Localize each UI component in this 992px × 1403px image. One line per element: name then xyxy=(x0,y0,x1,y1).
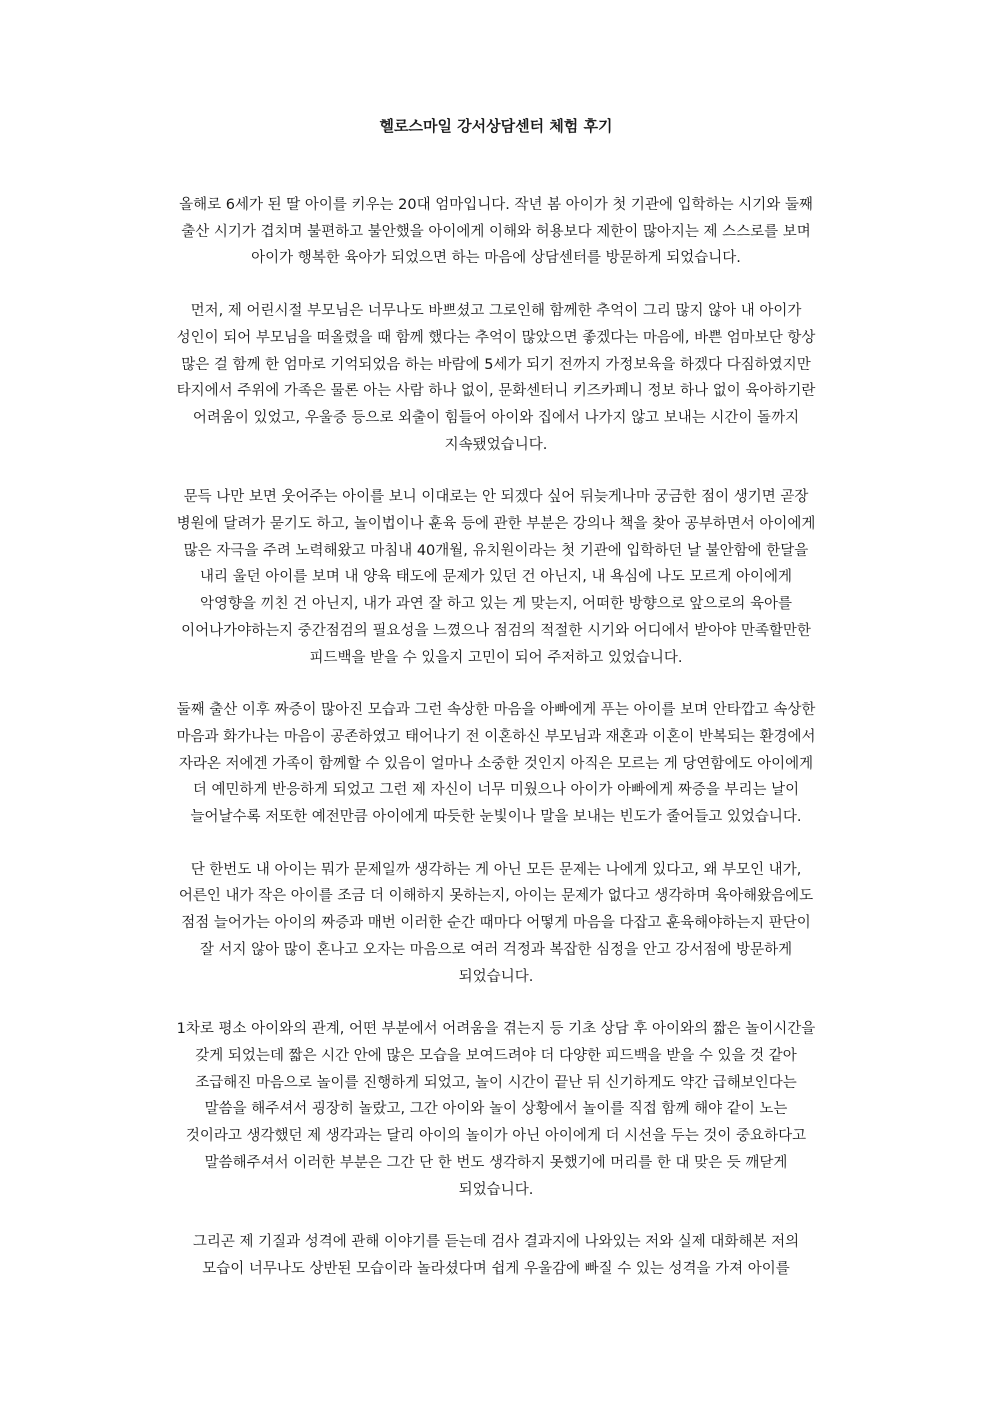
text-line: 말씀을 해주셔서 굉장히 놀랐고, 그간 아이와 놀이 상황에서 놀이를 직접 함께 해야 같이 노는 xyxy=(204,1101,788,1118)
text-line: 출산 시기가 겹치며 불편하고 불안했을 아이에게 이해와 허용보다 제한이 많아지는 제 스스로를 보며 xyxy=(181,223,811,240)
text-line: 내리 울던 아이를 보며 내 양육 태도에 문제가 있던 건 아닌지, 내 욕심에 나도 모르게 아이에게 xyxy=(199,569,792,586)
text-line: 어려움이 있었고, 우울증 등으로 외출이 힘들어 아이와 집에서 나가지 않고 보내는 시간이 돌까지 xyxy=(192,409,800,426)
text-line: 조급해진 마음으로 놀이를 진행하게 되었고, 놀이 시간이 끝난 뒤 신기하게도 약간 급해보인다는 xyxy=(195,1074,797,1091)
text-line: 되었습니다. xyxy=(458,968,534,985)
text-line: 문득 나만 보면 웃어주는 아이를 보니 이대로는 안 되겠다 싶어 뒤늦게나마 궁금한 점이 생기면 곧장 xyxy=(183,489,809,506)
text-line: 1차로 평소 아이와의 관계, 어떤 부분에서 어려움을 겪는지 등 기초 상담 후 아이와의 짧은 놀이시간을 xyxy=(176,1021,816,1038)
text-line: 마음과 화가나는 마음이 공존하였고 태어나기 전 이혼하신 부모님과 재혼과 이혼이 반복되는 환경에서 xyxy=(176,728,816,745)
paragraph-6 xyxy=(96,1016,896,1203)
text-line: 올해로 6세가 된 딸 아이를 키우는 20대 엄마입니다. 작년 봄 아이가 첫 기관에 입학하는 시기와 둘째 xyxy=(179,197,813,213)
text-line: 병원에 달려가 묻기도 하고, 놀이법이나 훈육 등에 관한 부분은 강의나 책을 찾아 공부하면서 아이에게 xyxy=(176,516,816,533)
text-line: 그리곤 제 기질과 성격에 관해 이야기를 듣는데 검사 결과지에 나와있는 저와 실제 대화해본 저의 xyxy=(192,1234,800,1251)
text-line: 어른인 내가 작은 아이를 조금 더 이해하지 못하는지, 아이는 문제가 없다고 생각하며 육아해왔음에도 xyxy=(178,888,814,905)
text-line: 둘째 출산 이후 짜증이 많아진 모습과 그런 속상한 마음을 아빠에게 푸는 아이를 보며 안타깝고 속상한 xyxy=(176,702,816,719)
document-title: 헬로스마일 강서상담센터 체험 후기 xyxy=(379,117,613,135)
text-line: 타지에서 주위에 가족은 물론 아는 사람 하나 없이, 문화센터니 키즈카페니 정보 하나 없이 육아하기란 xyxy=(176,383,816,400)
text-line: 모습이 너무나도 상반된 모습이라 놀라셨다며 쉽게 우울감에 빠질 수 있는 성격을 가져 아이를 xyxy=(202,1260,790,1277)
text-line: 피드백을 받을 수 있을지 고민이 되어 주저하고 있었습니다. xyxy=(309,649,683,666)
text-line: 단 한번도 내 아이는 뭐가 문제일까 생각하는 게 아닌 모든 문제는 나에게 있다고, 왜 부모인 내가, xyxy=(190,861,802,878)
text-line: 지속됐었습니다. xyxy=(444,436,548,453)
text-line: 자라온 저에겐 가족이 함께할 수 있음이 얼마나 소중한 것인지 아직은 모르는 게 당연함에도 아이에게 xyxy=(178,755,814,772)
text-line: 아이가 행복한 육아가 되었으면 하는 마음에 상담센터를 방문하게 되었습니다. xyxy=(251,250,741,267)
text-line: 갖게 되었는데 짧은 시간 안에 많은 모습을 보여드려야 더 다양한 피드백을 받을 수 있을 것 같아 xyxy=(195,1047,797,1064)
text-line: 점점 늘어가는 아이의 짜증과 매번 이러한 순간 때마다 어떻게 마음을 다잡고 훈육해야하는지 판단이 xyxy=(181,915,811,932)
text-line: 많은 걸 함께 한 엄마로 기억되었음 하는 바람에 5세가 되기 전까지 가정보육을 하겠다 다짐하였지만 xyxy=(181,356,811,373)
text-line: 늘어날수록 저또한 예전만큼 아이에게 따듯한 눈빛이나 말을 보내는 빈도가 줄어들고 있었습니다. xyxy=(190,809,802,826)
text-line: 성인이 되어 부모님을 떠올렸을 때 함께 했다는 추억이 많았으면 좋겠다는 마음에, 바쁜 엄마보단 항상 xyxy=(176,329,816,346)
paragraph-7 xyxy=(96,1229,896,1282)
paragraph-1 xyxy=(96,192,896,272)
text-line: 되었습니다. xyxy=(458,1181,534,1198)
paragraph-3 xyxy=(96,484,896,671)
text-line: 이어나가야하는지 중간점검의 필요성을 느꼈으나 점검의 적절한 시기와 어디에서 받아야 만족할만한 xyxy=(181,622,811,639)
text-line: 말씀해주셔서 이러한 부분은 그간 단 한 번도 생각하지 못했기에 머리를 한 대 맞은 듯 깨닫게 xyxy=(204,1154,788,1171)
text-line: 악영향을 끼친 건 아닌지, 내가 과연 잘 하고 있는 게 맞는지, 어떠한 방향으로 앞으로의 육아를 xyxy=(199,596,792,613)
text-line: 더 예민하게 반응하게 되었고 그런 제 자신이 너무 미웠으나 아이가 아빠에게 짜증을 부리는 날이 xyxy=(192,782,800,799)
paragraph-5 xyxy=(96,857,896,991)
text-line: 먼저, 제 어린시절 부모님은 너무나도 바쁘셨고 그로인해 함께한 추억이 그리 많지 않아 내 아이가 xyxy=(190,303,802,320)
document-body xyxy=(96,192,896,1309)
text-line: 잘 서지 않아 많이 혼나고 오자는 마음으로 여러 걱정과 복잡한 심정을 안고 강서점에 방문하게 xyxy=(199,941,793,958)
paragraph-2 xyxy=(96,298,896,458)
text-line: 많은 자극을 주려 노력해왔고 마침내 40개월, 유치원이라는 첫 기관에 입학하던 날 불안함에 한달을 xyxy=(183,542,809,559)
paragraph-4 xyxy=(96,697,896,831)
text-line: 것이라고 생각했던 제 생각과는 달리 아이의 놀이가 아닌 아이에게 더 시선을 두는 것이 중요하다고 xyxy=(185,1128,807,1145)
